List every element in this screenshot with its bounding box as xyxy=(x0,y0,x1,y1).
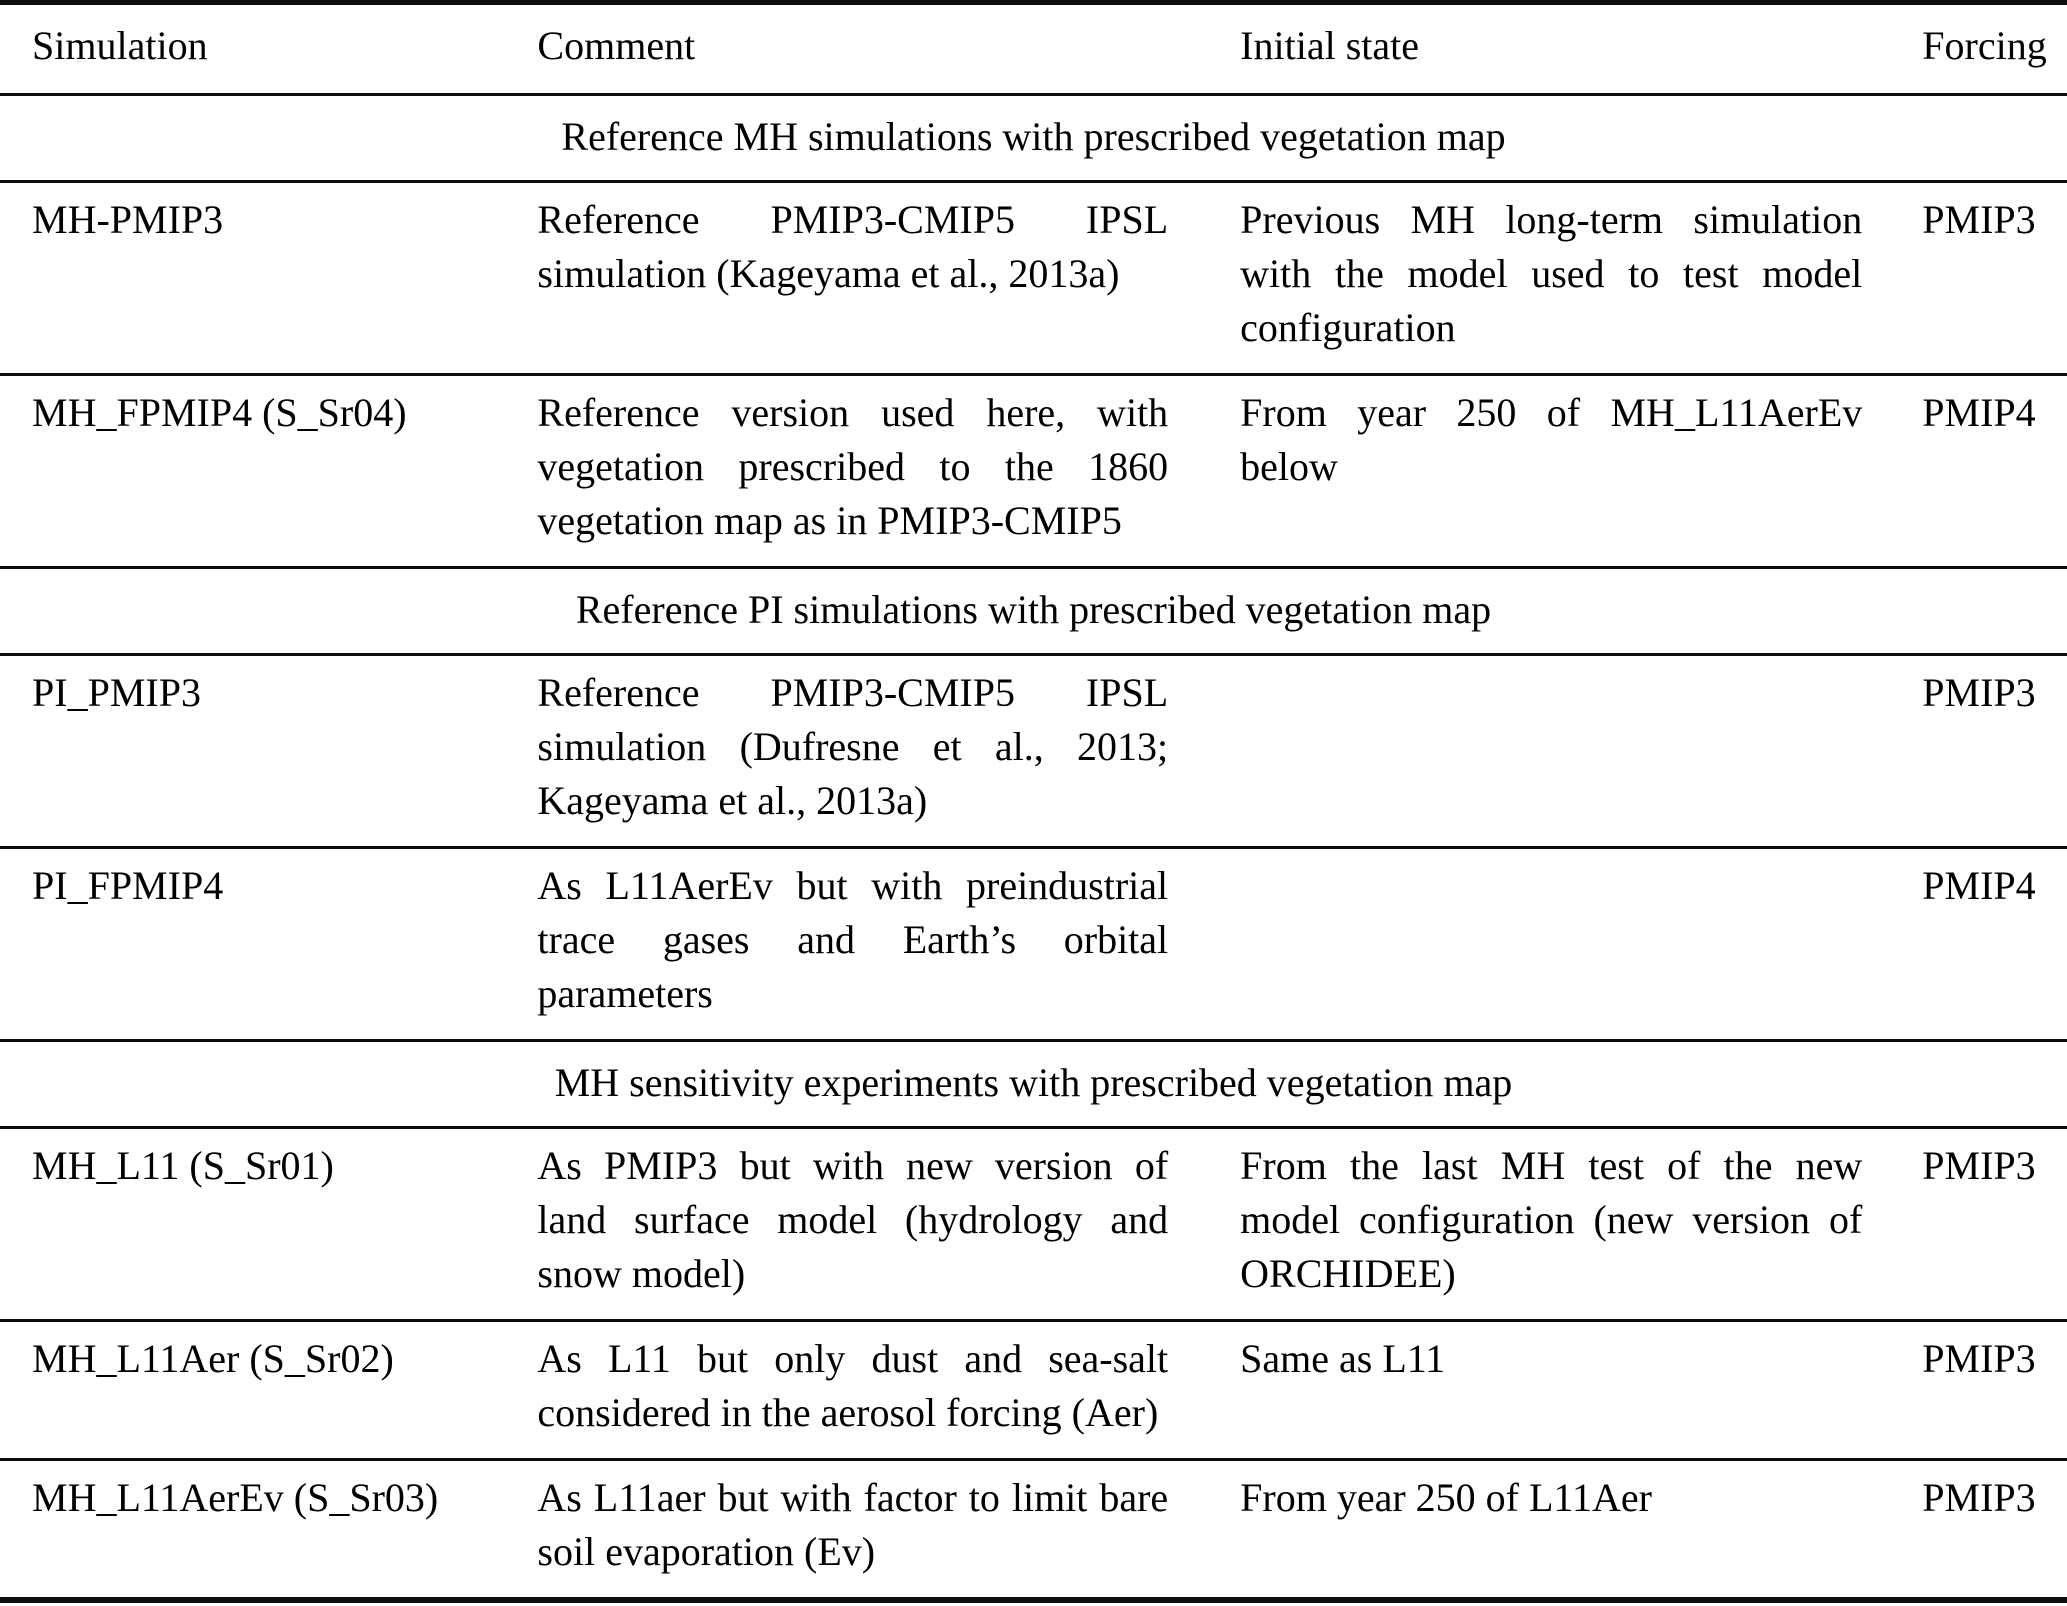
section-header-reference-mh xyxy=(0,95,2067,182)
cell-simulation: MH_L11AerEv (S_Sr03) xyxy=(32,1475,439,1520)
cell-comment: Reference PMIP3-CMIP5 IPSL simulation (Kageyama et al., 2013a) xyxy=(537,197,1169,296)
cell-simulation: MH_L11 (S_Sr01) xyxy=(32,1143,334,1188)
section-header-reference-pi xyxy=(0,568,2067,655)
cell-forcing: PMIP3 xyxy=(1922,670,2036,715)
cell-simulation: PI_FPMIP4 xyxy=(32,863,224,908)
cell-simulation: PI_PMIP3 xyxy=(32,670,201,715)
cell-initial-state: From year 250 of MH_L11AerEv below xyxy=(1240,390,1863,489)
cell-initial-state: Previous MH long-term simulation with the model used to test model configuration xyxy=(1240,197,1863,350)
cell-initial-state: Same as L11 xyxy=(1240,1336,1446,1381)
cell-comment: As PMIP3 but with new version of land surface model (hydrology and snow model) xyxy=(537,1143,1169,1296)
cell-initial-state xyxy=(1240,848,1922,1041)
cell-forcing: PMIP3 xyxy=(1922,1475,2036,1520)
cell-comment: As L11aer but with factor to limit bare soil evaporation (Ev) xyxy=(537,1475,1169,1574)
header-row xyxy=(0,3,2067,95)
table-row xyxy=(0,655,2067,848)
section-header-mh-sensitivity xyxy=(0,1041,2067,1128)
cell-comment: Reference PMIP3-CMIP5 IPSL simulation (Dufresne et al., 2013; Kageyama et al., 2013a) xyxy=(537,670,1169,823)
column-header-comment: Comment xyxy=(537,23,696,68)
cell-comment: Reference version used here, with vegetation prescribed to the 1860 vegetation map as in PMIP3-CMIP5 xyxy=(537,390,1169,543)
cell-initial-state xyxy=(1240,655,1922,848)
cell-simulation: MH_L11Aer (S_Sr02) xyxy=(32,1336,394,1381)
table-row xyxy=(0,182,2067,375)
cell-forcing: PMIP3 xyxy=(1922,1143,2036,1188)
cell-forcing: PMIP4 xyxy=(1922,390,2036,435)
column-header-forcing: Forcing xyxy=(1922,23,2047,68)
cell-simulation: MH-PMIP3 xyxy=(32,197,224,242)
cell-comment: As L11 but only dust and sea-salt considered in the aerosol forcing (Aer) xyxy=(537,1336,1169,1435)
cell-initial-state: From year 250 of L11Aer xyxy=(1240,1475,1652,1520)
column-header-simulation: Simulation xyxy=(32,23,208,68)
table-row xyxy=(0,848,2067,1041)
section-title: MH sensitivity experiments with prescribed vegetation map xyxy=(554,1060,1513,1105)
cell-comment: As L11AerEv but with preindustrial trace gases and Earth’s orbital parameters xyxy=(537,863,1169,1016)
cell-initial-state: From the last MH test of the new model configuration (new version of ORCHIDEE) xyxy=(1240,1143,1863,1296)
cell-forcing: PMIP3 xyxy=(1922,1336,2036,1381)
cell-forcing: PMIP4 xyxy=(1922,863,2036,908)
section-title: Reference MH simulations with prescribed vegetation map xyxy=(561,114,1506,159)
cell-simulation: MH_FPMIP4 (S_Sr04) xyxy=(32,390,407,435)
table-row xyxy=(0,1321,2067,1460)
cell-forcing: PMIP3 xyxy=(1922,197,2036,242)
table-row xyxy=(0,1128,2067,1321)
column-header-initial-state: Initial state xyxy=(1240,23,1419,68)
table-row xyxy=(0,375,2067,568)
section-title: Reference PI simulations with prescribed vegetation map xyxy=(575,587,1492,632)
table-row xyxy=(0,1460,2067,1601)
